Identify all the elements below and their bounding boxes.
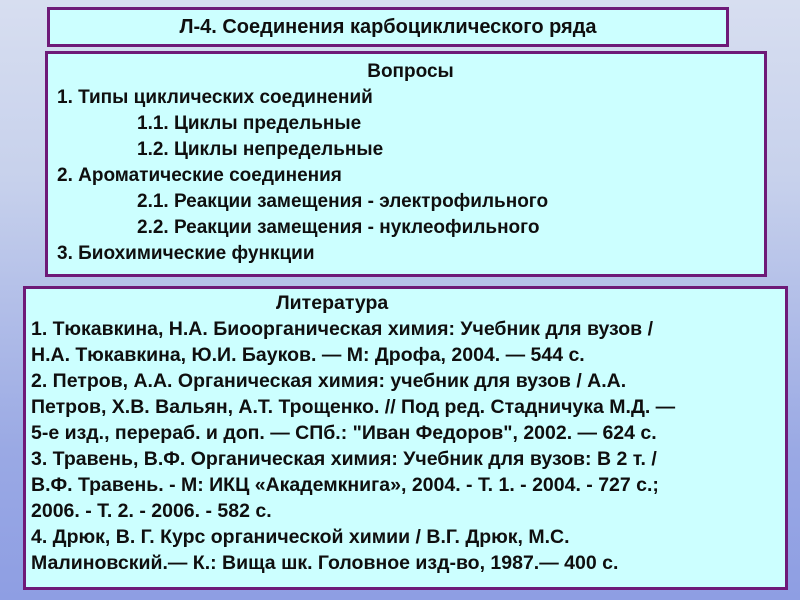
literature-line: Н.А. Тюкавкина, Ю.И. Бауков. — М: Дрофа, 2004. — 544 с.: [31, 344, 585, 366]
literature-line: 1. Тюкавкина, Н.А. Биоорганическая химия: Учебник для вузов /: [31, 318, 653, 340]
question-item: 1.1. Циклы предельные: [137, 113, 362, 134]
literature-line: 2006. - Т. 2. - 2006. - 582 с.: [31, 500, 272, 522]
question-item: 3. Биохимические функции: [57, 243, 315, 264]
questions-heading: Вопросы: [367, 61, 454, 82]
literature-heading: Литература: [276, 292, 389, 314]
literature-panel: [23, 286, 788, 590]
question-item: 2.2. Реакции замещения - нуклеофильного: [137, 217, 540, 238]
question-item: 2.1. Реакции замещения - электрофильного: [137, 191, 549, 212]
literature-line: 3. Травень, В.Ф. Органическая химия: Учебник для вузов: В 2 т. /: [31, 448, 657, 470]
question-item: 1.2. Циклы непредельные: [137, 139, 384, 160]
literature-line: Малиновский.— К.: Вища шк. Головное изд-во, 1987.— 400 с.: [31, 552, 619, 574]
literature-line: 4. Дрюк, В. Г. Курс органической химии / В.Г. Дрюк, М.С.: [31, 526, 570, 548]
literature-line: Петров, Х.В. Вальян, А.Т. Трощенко. // Под ред. Стадничука М.Д. —: [31, 396, 676, 418]
question-item: 2. Ароматические соединения: [57, 165, 342, 186]
literature-line: В.Ф. Травень. - М: ИКЦ «Академкнига», 2004. - Т. 1. - 2004. - 727 с.;: [31, 474, 659, 496]
literature-line: 5-е изд., перераб. и доп. — СПб.: "Иван Федоров", 2002. — 624 с.: [31, 422, 657, 444]
slide-title: [47, 7, 729, 47]
question-item: 1. Типы циклических соединений: [57, 87, 373, 108]
literature-line: 2. Петров, А.А. Органическая химия: учебник для вузов / А.А.: [31, 370, 627, 392]
slide-title-text: Л-4. Соединения карбоциклического ряда: [179, 15, 597, 38]
questions-panel: [45, 51, 767, 277]
